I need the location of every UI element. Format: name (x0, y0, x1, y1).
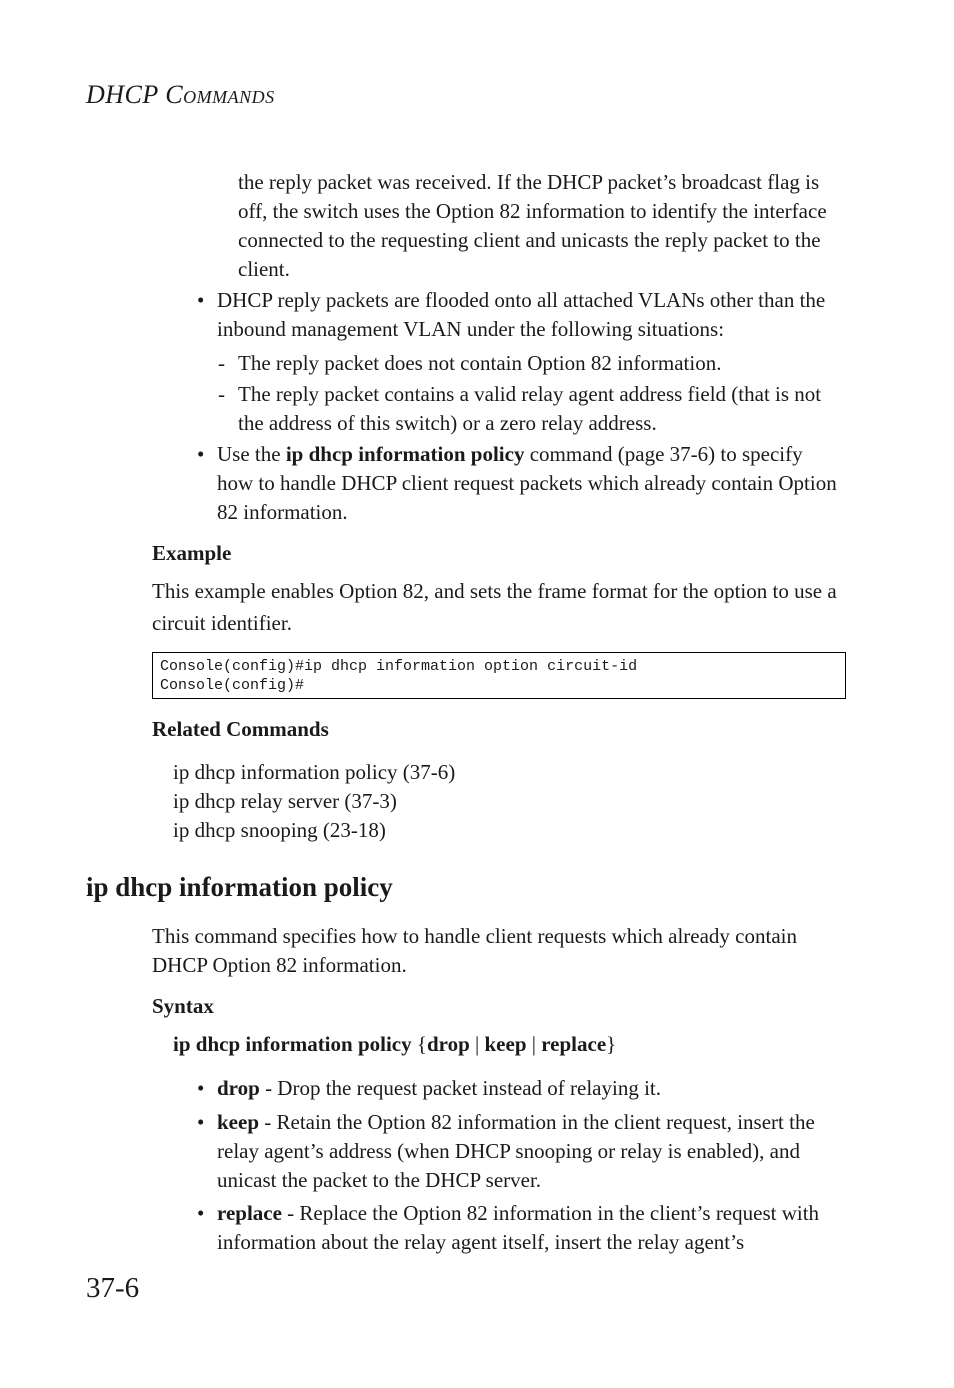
related-command-item: ip dhcp relay server (37-3) (173, 789, 397, 813)
example-description: This example enables Option 82, and sets the frame format for the option to use a circuit identifier. (152, 579, 837, 635)
syntax-option-replace: replace (541, 1032, 607, 1056)
related-command-item: ip dhcp snooping (23-18) (173, 818, 386, 842)
syntax-option-drop: drop (426, 1032, 470, 1056)
option-description: - Drop the request packet instead of relaying it. (259, 1076, 662, 1100)
dash-text: The reply packet does not contain Option 82 information. (238, 351, 722, 375)
bullet-text: DHCP reply packets are flooded onto all attached VLANs other than the inbound management VLAN under the following situations: (217, 288, 826, 341)
bullet-mark: • (197, 442, 205, 466)
bullet-mark: • (197, 288, 205, 312)
syntax-command: ip dhcp information policy (173, 1032, 412, 1056)
dash-mark: - (218, 351, 225, 375)
header-title-first: DHCP C (86, 80, 184, 109)
option-term: drop (217, 1076, 260, 1100)
option-term: keep (217, 1110, 259, 1134)
syntax-separator: | (475, 1032, 480, 1056)
syntax-brace-open: { (416, 1032, 427, 1056)
section-title: ip dhcp information policy (86, 872, 393, 902)
option-item (197, 1199, 847, 1257)
code-example-box (152, 652, 846, 699)
continuation-paragraph: the reply packet was received. If the DHCP packet’s broadcast flag is off, the switch uses the Option 82 information to identify the interface connected to the requesting client and unicasts the reply packet to the client. (238, 170, 827, 281)
running-header (86, 80, 275, 110)
section-description: This command specifies how to handle client requests which already contain DHCP Option 82 information. (152, 924, 797, 977)
syntax-option-keep: keep (484, 1032, 527, 1056)
option-description: - Retain the Option 82 information in the client request, insert the relay agent’s address (when DHCP snooping or relay is enabled), and unicast the packet to the DHCP server. (217, 1110, 815, 1192)
code-line: Console(config)#ip dhcp information option circuit-id (160, 658, 638, 675)
bullet-mark: • (197, 1076, 205, 1100)
syntax-line (173, 1030, 616, 1059)
bullet-text-post: command (page 37-6) to specify how to handle DHCP client request packets which already contain Option 82 information. (217, 442, 837, 524)
bullet-text-pre: Use the (217, 442, 286, 466)
dash-mark: - (218, 382, 225, 406)
option-term: replace (217, 1201, 282, 1225)
code-line: Console(config)# (160, 677, 305, 694)
option-item (197, 1108, 847, 1195)
bullet-mark: • (197, 1110, 205, 1134)
dash-item (218, 380, 848, 438)
option-description: - Replace the Option 82 information in the client’s request with information about the relay agent itself, insert the relay agent’s (217, 1201, 820, 1254)
header-title-rest: OMMANDS (183, 87, 275, 107)
syntax-separator: | (531, 1032, 536, 1056)
dash-item (218, 349, 848, 378)
related-commands-heading: Related Commands (152, 717, 329, 741)
bullet-item (197, 286, 849, 344)
bullet-item (197, 440, 837, 527)
dash-text: The reply packet contains a valid relay agent address field (that is not the address of this switch) or a zero relay address. (238, 382, 822, 435)
bullet-mark: • (197, 1201, 205, 1225)
syntax-brace-close: } (606, 1032, 617, 1056)
syntax-heading: Syntax (152, 994, 214, 1018)
related-command-item: ip dhcp information policy (37-6) (173, 760, 456, 784)
page-number: 37-6 (86, 1272, 140, 1304)
example-heading: Example (152, 541, 232, 565)
option-item (197, 1074, 847, 1103)
command-reference: ip dhcp information policy (285, 442, 525, 466)
